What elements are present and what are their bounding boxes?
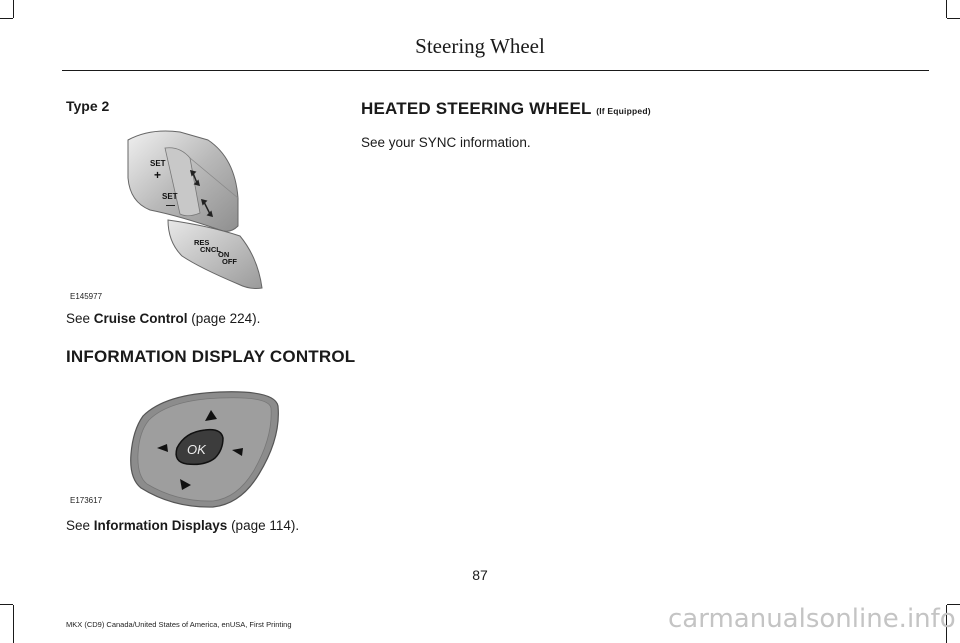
on-label: ON [218,250,230,259]
header-rule [62,70,929,71]
footer-text: MKX (CD9) Canada/United States of America, enUSA, First Printing [66,620,292,629]
watermark: carmanualsonline.info [668,604,956,634]
ref-prefix: See [66,518,94,533]
ref-suffix: (page 114). [227,518,300,533]
heated-steering-body: See your SYNC information. [361,135,531,150]
crop-mark [946,0,947,18]
crop-mark [13,0,14,18]
info-display-control-figure [125,388,285,510]
page-number: 87 [472,567,488,583]
info-display-heading: INFORMATION DISPLAY CONTROL [66,347,356,366]
cruise-control-reference [66,311,260,326]
minus-sign: — [166,200,175,210]
if-equipped-note: (If Equipped) [596,106,651,116]
ref-suffix: (page 224). [187,311,261,326]
ok-label: OK [187,442,206,457]
ref-prefix: See [66,311,94,326]
cruise-control-link[interactable]: Cruise Control [93,311,188,326]
off-label: OFF [222,257,237,266]
crop-mark [947,18,960,19]
heated-steering-heading [361,99,651,119]
crop-mark [0,604,13,605]
set-plus-label: SET [150,159,166,168]
page-title: Steering Wheel [415,34,545,58]
information-displays-link[interactable]: Information Displays [93,518,228,533]
plus-sign: + [154,168,162,182]
type-label: Type 2 [66,98,110,114]
set-minus-label: SET [162,192,178,201]
figure-code: E145977 [70,292,103,301]
figure-code: E173617 [70,496,103,505]
crop-mark [13,605,14,643]
info-display-reference [66,518,299,533]
crop-mark [0,18,13,19]
heading-text: HEATED STEERING WHEEL [361,99,592,118]
cncl-label: CNCL [200,245,221,254]
res-label: RES [194,238,210,247]
cruise-control-figure [110,118,285,298]
